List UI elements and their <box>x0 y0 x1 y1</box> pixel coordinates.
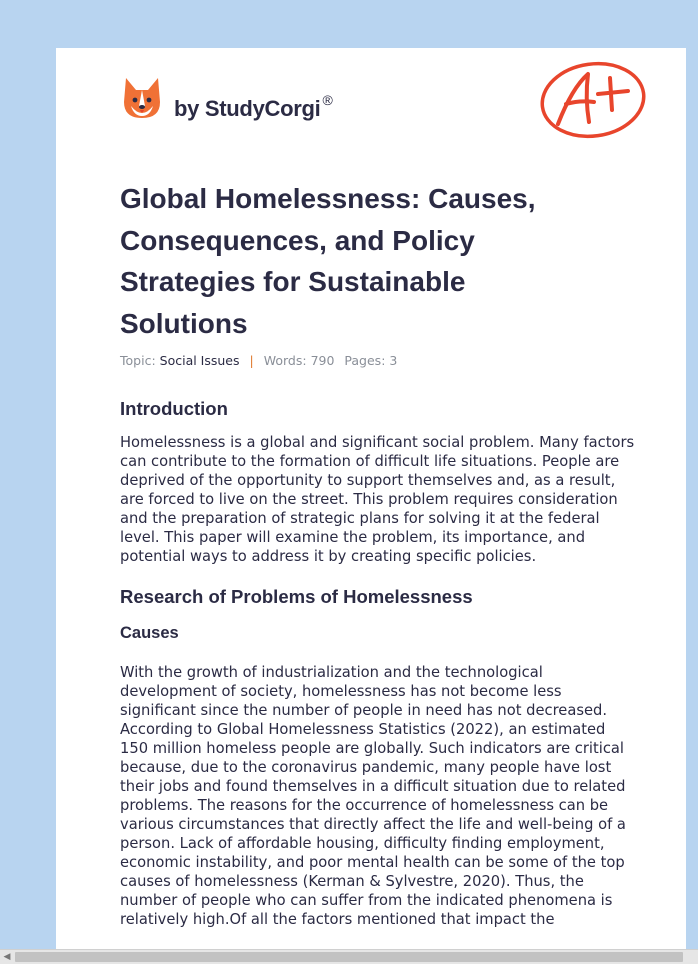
horizontal-scrollbar[interactable] <box>0 949 698 964</box>
brand-name[interactable] <box>174 92 333 122</box>
causes-heading: Causes <box>120 624 179 642</box>
topic-link[interactable]: Social Issues <box>159 353 240 368</box>
words-value: 790 <box>310 353 335 368</box>
meta-separator: | <box>249 353 254 368</box>
document-title: Global Homelessness: Causes, Consequences, and Policy Strategies for Sustainable Solutions <box>120 183 536 339</box>
introduction-heading: Introduction <box>120 398 228 419</box>
registered-mark: ® <box>322 92 333 108</box>
pages-label: Pages: <box>344 353 386 368</box>
scroll-left-arrow-icon[interactable]: ◀ <box>3 952 11 962</box>
corgi-logo-icon <box>122 76 162 120</box>
document-meta <box>120 353 397 368</box>
causes-paragraph: With the growth of industrialization and the technological development of society, homelessness has not become less significant since the number of people in need has not decreased. According to Global Homelessness Statistics (2022), an estimated 150 million homeless people are globally. Such indicators are critical because, due to the coronavirus pandemic, many people have lost their jobs and found themselves in a difficult situation due to related problems. The reasons for the occurrence of homelessness can be various circumstances that directly affect the life and well-being of a person. Lack of affordable housing, difficulty finding employment, economic instability, and poor mental health can be some of the top causes of homelessness (Kerman & Sylvestre, 2020). Thus, the number of people who can suffer from the indicated phenomena is relatively high.Of all the factors mentioned that impact the <box>120 664 626 928</box>
document-page <box>56 48 686 950</box>
pages-value: 3 <box>389 353 398 368</box>
research-heading: Research of Problems of Homelessness <box>120 586 473 607</box>
introduction-paragraph: Homelessness is a global and significant social problem. Many factors can contribute to the formation of difficult life situations. People are deprived of the opportunity to support themselves and, as a result, are forced to live on the street. This problem requires consideration and the preparation of strategic plans for solving it at the federal level. This paper will examine the problem, its importance, and potential ways to address it by creating specific policies. <box>120 434 635 565</box>
scroll-thumb[interactable] <box>15 952 683 962</box>
words-label: Words: <box>263 353 307 368</box>
brand-text: by StudyCorgi <box>174 96 321 121</box>
topic-label: Topic: <box>120 353 156 368</box>
a-plus-grade-icon <box>538 58 648 140</box>
